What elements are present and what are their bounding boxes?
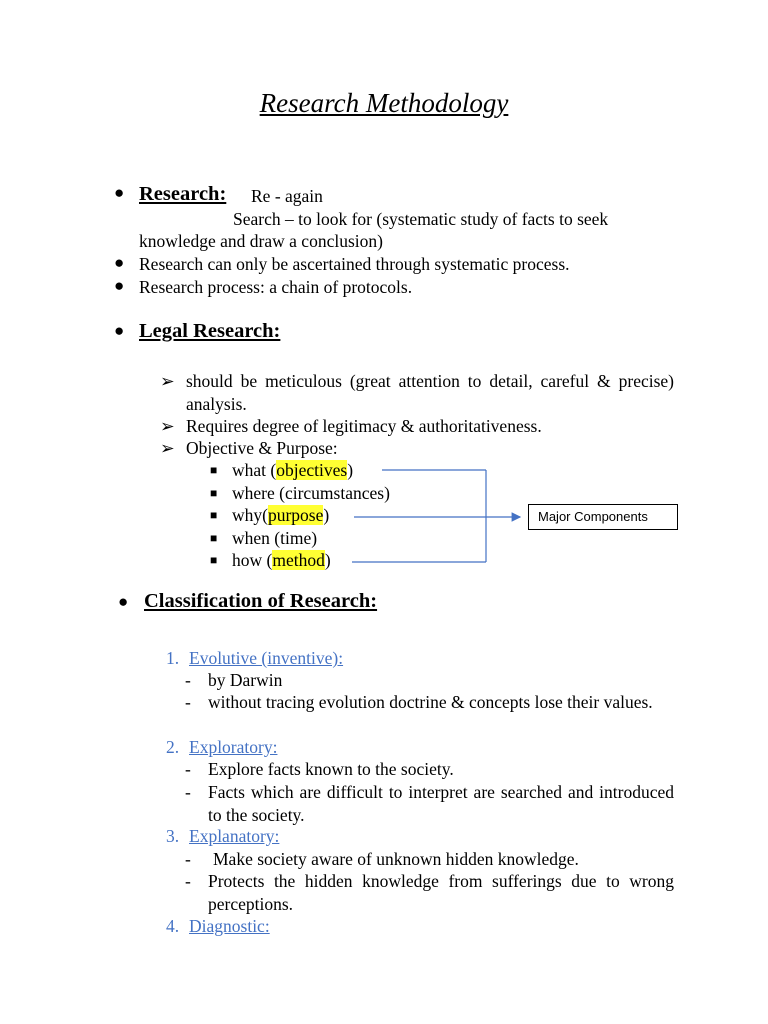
major-components-box: Major Components — [528, 504, 678, 530]
type-number: 3. — [166, 826, 180, 846]
legal-item-2: Requires degree of legitimacy & authoritativeness. — [186, 416, 542, 436]
legal-item-3: Objective & Purpose: — [186, 438, 338, 458]
dash-bullet: - — [185, 782, 191, 802]
sub-item-how: how (method) — [232, 550, 331, 570]
type-number: 2. — [166, 737, 180, 757]
type-point: Explore facts known to the society. — [208, 759, 454, 779]
research-bullet-2: Research can only be ascertained through systematic process. — [139, 254, 570, 274]
legal-item-1: should be meticulous (great attention to detail, careful & precise) analysis. — [186, 371, 674, 414]
research-def-line1: Re - again — [251, 186, 323, 206]
sub-item-where: where (circumstances) — [232, 483, 390, 503]
research-def-line3: knowledge and draw a conclusion) — [139, 231, 383, 251]
dash-bullet: - — [185, 759, 191, 779]
type-point: Facts which are difficult to interpret are searched and introduced to the society. — [208, 782, 674, 825]
research-def-line2: Search – to look for (systematic study of facts to seek — [233, 209, 609, 229]
bullet-dot: ● — [114, 183, 125, 202]
type-number: 1. — [166, 648, 180, 668]
classification-heading: Classification of Research: — [144, 590, 378, 612]
research-bullet-3: Research process: a chain of protocols. — [139, 277, 413, 297]
bullet-dot: ● — [114, 321, 125, 340]
type-number: 4. — [166, 916, 180, 936]
sub-item-when: when (time) — [232, 528, 318, 548]
arrow-bullet-icon: ➢ — [160, 371, 175, 391]
arrow-bullet-icon: ➢ — [160, 416, 175, 436]
bullet-dot: ● — [114, 276, 125, 295]
square-bullet-icon: ■ — [210, 531, 218, 545]
type-explanatory: Explanatory: — [189, 826, 280, 846]
square-bullet-icon: ■ — [210, 463, 218, 477]
square-bullet-icon: ■ — [210, 508, 218, 522]
page-title: Research Methodology — [259, 88, 509, 118]
dash-bullet: - — [185, 670, 191, 690]
type-point: Protects the hidden knowledge from sufferings due to wrong perceptions. — [208, 871, 674, 914]
type-point: Make society aware of unknown hidden knowledge. — [213, 849, 579, 869]
square-bullet-icon: ■ — [210, 486, 218, 500]
type-diagnostic: Diagnostic: — [189, 916, 270, 936]
type-point: by Darwin — [208, 670, 283, 690]
arrow-bullet-icon: ➢ — [160, 438, 175, 458]
dash-bullet: - — [185, 692, 191, 712]
type-point: without tracing evolution doctrine & concepts lose their values. — [208, 692, 653, 712]
sub-item-what: what (objectives) — [232, 460, 354, 480]
sub-item-why: why(purpose) — [232, 505, 330, 525]
type-exploratory: Exploratory: — [189, 737, 278, 757]
type-evolutive: Evolutive (inventive): — [189, 648, 344, 668]
bullet-dot: ● — [114, 253, 125, 272]
square-bullet-icon: ■ — [210, 553, 218, 567]
dash-bullet: - — [185, 871, 191, 891]
legal-heading: Legal Research: — [139, 320, 281, 342]
dash-bullet: - — [185, 849, 191, 869]
research-heading: Research: — [139, 183, 227, 205]
bullet-dot: ● — [118, 592, 129, 611]
